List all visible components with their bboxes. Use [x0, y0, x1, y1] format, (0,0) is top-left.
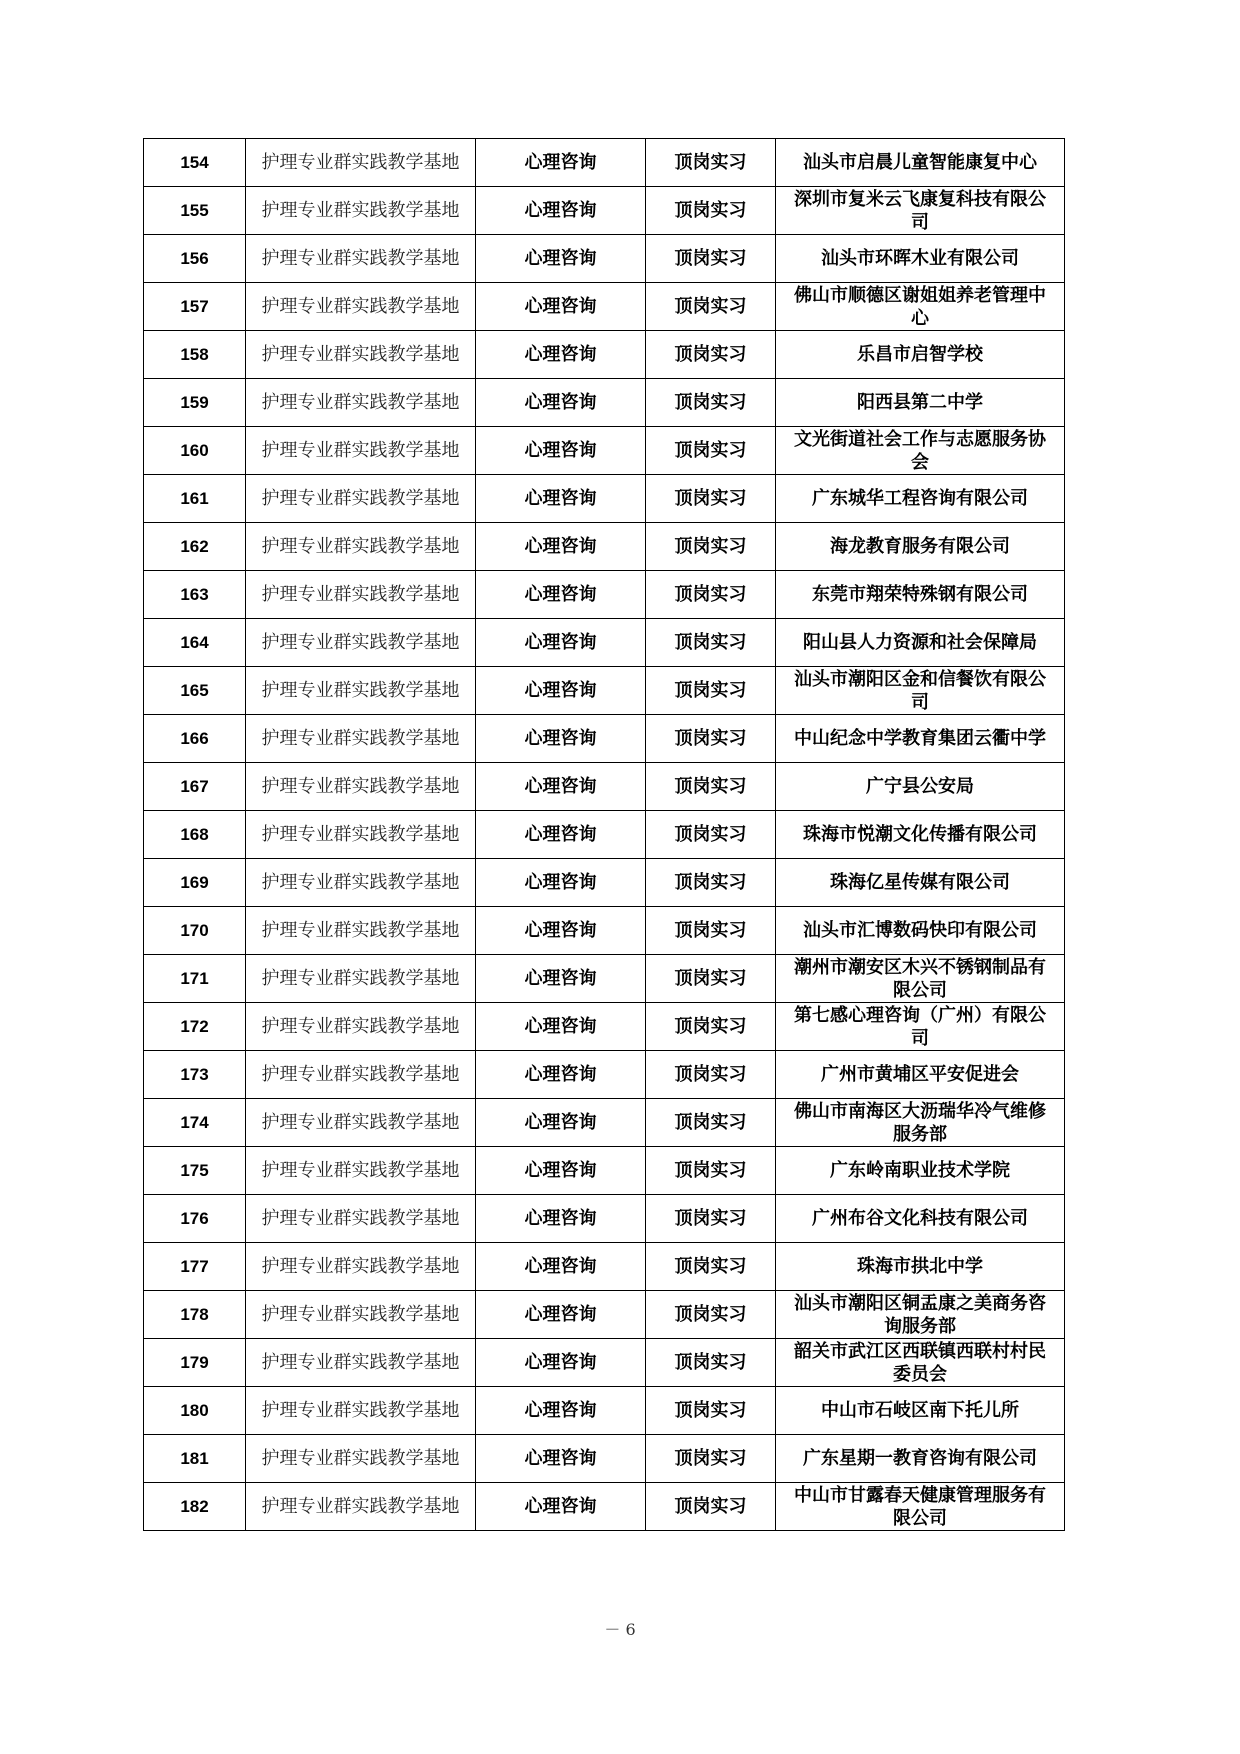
cell-practice-type: 顶岗实习 [646, 955, 776, 1003]
cell-unit-name: 潮州市潮安区木兴不锈钢制品有限公司 [776, 955, 1065, 1003]
cell-unit-name: 珠海市拱北中学 [776, 1243, 1065, 1291]
table-row [144, 1147, 1065, 1195]
cell-number: 173 [144, 1051, 246, 1099]
cell-number: 156 [144, 235, 246, 283]
cell-unit-name: 广宁县公安局 [776, 763, 1065, 811]
cell-practice-type: 顶岗实习 [646, 1483, 776, 1531]
cell-practice-type: 顶岗实习 [646, 1435, 776, 1483]
cell-base-name: 护理专业群实践教学基地 [246, 955, 476, 1003]
cell-major: 心理咨询 [476, 1339, 646, 1387]
cell-unit-name: 乐昌市启智学校 [776, 331, 1065, 379]
table-row [144, 283, 1065, 331]
cell-major: 心理咨询 [476, 1195, 646, 1243]
cell-practice-type: 顶岗实习 [646, 1339, 776, 1387]
cell-major: 心理咨询 [476, 1435, 646, 1483]
cell-number: 174 [144, 1099, 246, 1147]
table-row [144, 571, 1065, 619]
cell-unit-name: 深圳市复米云飞康复科技有限公司 [776, 187, 1065, 235]
cell-major: 心理咨询 [476, 619, 646, 667]
table-row [144, 235, 1065, 283]
cell-unit-name: 中山纪念中学教育集团云衢中学 [776, 715, 1065, 763]
cell-base-name: 护理专业群实践教学基地 [246, 1243, 476, 1291]
cell-major: 心理咨询 [476, 427, 646, 475]
cell-major: 心理咨询 [476, 811, 646, 859]
cell-unit-name: 广东城华工程咨询有限公司 [776, 475, 1065, 523]
table-row [144, 859, 1065, 907]
cell-major: 心理咨询 [476, 1387, 646, 1435]
cell-practice-type: 顶岗实习 [646, 571, 776, 619]
cell-major: 心理咨询 [476, 715, 646, 763]
cell-major: 心理咨询 [476, 667, 646, 715]
table-row [144, 955, 1065, 1003]
cell-base-name: 护理专业群实践教学基地 [246, 1339, 476, 1387]
cell-number: 163 [144, 571, 246, 619]
cell-base-name: 护理专业群实践教学基地 [246, 283, 476, 331]
cell-number: 179 [144, 1339, 246, 1387]
cell-major: 心理咨询 [476, 1051, 646, 1099]
cell-practice-type: 顶岗实习 [646, 715, 776, 763]
page-number: － 6 [604, 1620, 636, 1639]
cell-major: 心理咨询 [476, 523, 646, 571]
cell-practice-type: 顶岗实习 [646, 907, 776, 955]
cell-practice-type: 顶岗实习 [646, 187, 776, 235]
cell-unit-name: 文光街道社会工作与志愿服务协会 [776, 427, 1065, 475]
cell-unit-name: 汕头市汇博数码快印有限公司 [776, 907, 1065, 955]
cell-unit-name: 东莞市翔荣特殊钢有限公司 [776, 571, 1065, 619]
table-row [144, 667, 1065, 715]
table-row [144, 1003, 1065, 1051]
cell-unit-name: 阳山县人力资源和社会保障局 [776, 619, 1065, 667]
cell-major: 心理咨询 [476, 1291, 646, 1339]
cell-practice-type: 顶岗实习 [646, 379, 776, 427]
cell-unit-name: 韶关市武江区西联镇西联村村民委员会 [776, 1339, 1065, 1387]
cell-practice-type: 顶岗实习 [646, 763, 776, 811]
cell-practice-type: 顶岗实习 [646, 1051, 776, 1099]
cell-practice-type: 顶岗实习 [646, 235, 776, 283]
cell-practice-type: 顶岗实习 [646, 331, 776, 379]
cell-practice-type: 顶岗实习 [646, 1003, 776, 1051]
cell-number: 182 [144, 1483, 246, 1531]
cell-major: 心理咨询 [476, 331, 646, 379]
cell-practice-type: 顶岗实习 [646, 1387, 776, 1435]
cell-base-name: 护理专业群实践教学基地 [246, 1483, 476, 1531]
cell-base-name: 护理专业群实践教学基地 [246, 523, 476, 571]
cell-base-name: 护理专业群实践教学基地 [246, 1291, 476, 1339]
cell-unit-name: 广州市黄埔区平安促进会 [776, 1051, 1065, 1099]
cell-base-name: 护理专业群实践教学基地 [246, 571, 476, 619]
table-row [144, 523, 1065, 571]
cell-unit-name: 中山市甘露春天健康管理服务有限公司 [776, 1483, 1065, 1531]
cell-number: 177 [144, 1243, 246, 1291]
cell-base-name: 护理专业群实践教学基地 [246, 1387, 476, 1435]
cell-major: 心理咨询 [476, 1003, 646, 1051]
cell-major: 心理咨询 [476, 235, 646, 283]
cell-base-name: 护理专业群实践教学基地 [246, 1195, 476, 1243]
cell-major: 心理咨询 [476, 1243, 646, 1291]
cell-practice-type: 顶岗实习 [646, 667, 776, 715]
cell-practice-type: 顶岗实习 [646, 1291, 776, 1339]
cell-practice-type: 顶岗实习 [646, 859, 776, 907]
cell-base-name: 护理专业群实践教学基地 [246, 187, 476, 235]
cell-number: 180 [144, 1387, 246, 1435]
cell-number: 172 [144, 1003, 246, 1051]
table-row [144, 1435, 1065, 1483]
cell-practice-type: 顶岗实习 [646, 619, 776, 667]
cell-base-name: 护理专业群实践教学基地 [246, 715, 476, 763]
cell-unit-name: 广东岭南职业技术学院 [776, 1147, 1065, 1195]
table-row [144, 331, 1065, 379]
base-table [143, 138, 1065, 1531]
cell-base-name: 护理专业群实践教学基地 [246, 811, 476, 859]
cell-base-name: 护理专业群实践教学基地 [246, 763, 476, 811]
cell-base-name: 护理专业群实践教学基地 [246, 907, 476, 955]
table-row [144, 139, 1065, 187]
cell-practice-type: 顶岗实习 [646, 1195, 776, 1243]
cell-major: 心理咨询 [476, 187, 646, 235]
table-row [144, 1243, 1065, 1291]
cell-practice-type: 顶岗实习 [646, 1147, 776, 1195]
cell-base-name: 护理专业群实践教学基地 [246, 475, 476, 523]
cell-number: 162 [144, 523, 246, 571]
cell-major: 心理咨询 [476, 907, 646, 955]
cell-unit-name: 阳西县第二中学 [776, 379, 1065, 427]
cell-practice-type: 顶岗实习 [646, 1099, 776, 1147]
cell-major: 心理咨询 [476, 283, 646, 331]
cell-base-name: 护理专业群实践教学基地 [246, 619, 476, 667]
cell-number: 168 [144, 811, 246, 859]
cell-practice-type: 顶岗实习 [646, 475, 776, 523]
cell-practice-type: 顶岗实习 [646, 1243, 776, 1291]
cell-base-name: 护理专业群实践教学基地 [246, 235, 476, 283]
cell-practice-type: 顶岗实习 [646, 283, 776, 331]
cell-number: 154 [144, 139, 246, 187]
cell-number: 175 [144, 1147, 246, 1195]
table-row [144, 475, 1065, 523]
cell-base-name: 护理专业群实践教学基地 [246, 667, 476, 715]
cell-unit-name: 佛山市顺德区谢姐姐养老管理中心 [776, 283, 1065, 331]
cell-number: 158 [144, 331, 246, 379]
cell-number: 170 [144, 907, 246, 955]
cell-number: 169 [144, 859, 246, 907]
cell-practice-type: 顶岗实习 [646, 139, 776, 187]
cell-major: 心理咨询 [476, 955, 646, 1003]
cell-number: 178 [144, 1291, 246, 1339]
table-row [144, 427, 1065, 475]
cell-base-name: 护理专业群实践教学基地 [246, 139, 476, 187]
cell-number: 167 [144, 763, 246, 811]
cell-unit-name: 中山市石岐区南下托儿所 [776, 1387, 1065, 1435]
cell-number: 157 [144, 283, 246, 331]
cell-major: 心理咨询 [476, 139, 646, 187]
cell-number: 165 [144, 667, 246, 715]
cell-practice-type: 顶岗实习 [646, 427, 776, 475]
cell-unit-name: 汕头市环晖木业有限公司 [776, 235, 1065, 283]
cell-number: 161 [144, 475, 246, 523]
table-row [144, 619, 1065, 667]
cell-unit-name: 第七感心理咨询（广州）有限公司 [776, 1003, 1065, 1051]
cell-base-name: 护理专业群实践教学基地 [246, 379, 476, 427]
cell-practice-type: 顶岗实习 [646, 811, 776, 859]
cell-major: 心理咨询 [476, 475, 646, 523]
cell-unit-name: 广州布谷文化科技有限公司 [776, 1195, 1065, 1243]
cell-unit-name: 海龙教育服务有限公司 [776, 523, 1065, 571]
cell-major: 心理咨询 [476, 379, 646, 427]
cell-major: 心理咨询 [476, 763, 646, 811]
cell-base-name: 护理专业群实践教学基地 [246, 1099, 476, 1147]
cell-major: 心理咨询 [476, 571, 646, 619]
cell-base-name: 护理专业群实践教学基地 [246, 427, 476, 475]
table-row [144, 1195, 1065, 1243]
cell-number: 171 [144, 955, 246, 1003]
table-row [144, 1483, 1065, 1531]
cell-unit-name: 珠海亿星传媒有限公司 [776, 859, 1065, 907]
cell-unit-name: 汕头市潮阳区金和信餐饮有限公司 [776, 667, 1065, 715]
table-row [144, 763, 1065, 811]
table-row [144, 715, 1065, 763]
table-row [144, 907, 1065, 955]
cell-number: 181 [144, 1435, 246, 1483]
cell-base-name: 护理专业群实践教学基地 [246, 1003, 476, 1051]
table-row [144, 379, 1065, 427]
table-row [144, 1387, 1065, 1435]
cell-major: 心理咨询 [476, 1147, 646, 1195]
cell-number: 176 [144, 1195, 246, 1243]
cell-base-name: 护理专业群实践教学基地 [246, 1147, 476, 1195]
table-row [144, 187, 1065, 235]
cell-number: 159 [144, 379, 246, 427]
cell-unit-name: 珠海市悦潮文化传播有限公司 [776, 811, 1065, 859]
table-row [144, 1339, 1065, 1387]
cell-number: 164 [144, 619, 246, 667]
cell-unit-name: 汕头市启晨儿童智能康复中心 [776, 139, 1065, 187]
table-row [144, 811, 1065, 859]
cell-number: 166 [144, 715, 246, 763]
cell-unit-name: 广东星期一教育咨询有限公司 [776, 1435, 1065, 1483]
cell-major: 心理咨询 [476, 1099, 646, 1147]
cell-unit-name: 汕头市潮阳区铜盂康之美商务咨询服务部 [776, 1291, 1065, 1339]
table-row [144, 1099, 1065, 1147]
cell-base-name: 护理专业群实践教学基地 [246, 1435, 476, 1483]
cell-base-name: 护理专业群实践教学基地 [246, 1051, 476, 1099]
table-body [144, 139, 1065, 1531]
cell-practice-type: 顶岗实习 [646, 523, 776, 571]
cell-base-name: 护理专业群实践教学基地 [246, 331, 476, 379]
table-row [144, 1051, 1065, 1099]
cell-major: 心理咨询 [476, 1483, 646, 1531]
table-row [144, 1291, 1065, 1339]
cell-number: 160 [144, 427, 246, 475]
cell-base-name: 护理专业群实践教学基地 [246, 859, 476, 907]
cell-number: 155 [144, 187, 246, 235]
cell-major: 心理咨询 [476, 859, 646, 907]
cell-unit-name: 佛山市南海区大沥瑞华冷气维修服务部 [776, 1099, 1065, 1147]
